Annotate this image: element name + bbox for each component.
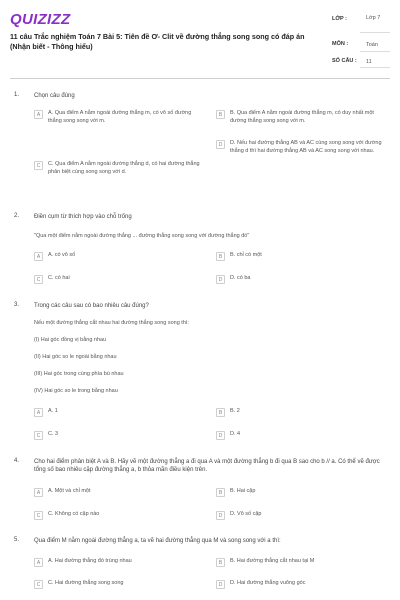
option-d-box[interactable]: D	[216, 275, 225, 284]
option-d-text: D. Vô số cặp	[230, 511, 262, 517]
option-d-text: D. Hai đường thẳng vuông góc	[230, 580, 306, 586]
question-text: Trong các câu sau có bao nhiêu câu đúng?	[34, 303, 149, 309]
option-c-text: C. Không có cặp nào	[48, 511, 100, 517]
option-b-text: B. 2	[230, 408, 240, 414]
option-a-box[interactable]: A	[34, 488, 43, 497]
option-b-text: B. chỉ có một	[230, 252, 262, 258]
option-c-box[interactable]: C	[34, 580, 43, 589]
header-divider	[10, 78, 390, 79]
question-count-label: SỐ CÂU :	[332, 58, 357, 64]
option-a-text: A. Một và chỉ một	[48, 488, 91, 494]
worksheet-title: 11 câu Trắc nghiệm Toán 7 Bài 5: Tiên đề Ơ- Clit về đường thẳng song song có đáp án (Nhận biết - Thông hiểu)	[10, 32, 305, 51]
option-c-box[interactable]: C	[34, 275, 43, 284]
option-b-text: B. Qua điểm A nằm ngoài đường thẳng m, có duy nhất một đường thẳng song song với m.	[230, 110, 374, 124]
question-number: 4.	[14, 458, 20, 464]
option-d-box[interactable]: D	[216, 431, 225, 440]
question-number: 2.	[14, 213, 20, 219]
option-d-box[interactable]: D	[216, 511, 225, 520]
question-number: 1.	[14, 92, 20, 98]
question-paragraph: (I) Hai góc đồng vị bằng nhau	[34, 337, 107, 343]
option-c-text: C. có hai	[48, 275, 70, 281]
option-c-text: C. Qua điểm A nằm ngoài đường thẳng d, có hai đường thẳng phân biệt cùng song song với d.	[48, 161, 200, 175]
option-d-box[interactable]: D	[216, 140, 225, 149]
subject-value: Toán	[366, 42, 378, 48]
subject-label: MÔN :	[332, 41, 349, 47]
option-b-box[interactable]: B	[216, 252, 225, 261]
option-c-text: C. 3	[48, 431, 59, 437]
question-paragraph: "Qua một điểm nằm ngoài đường thẳng ... đường thẳng song song với đường thẳng đó"	[34, 233, 250, 239]
option-c-box[interactable]: C	[34, 431, 43, 440]
option-d-text: D. 4	[230, 431, 241, 437]
option-d-box[interactable]: D	[216, 580, 225, 589]
subject-underline	[360, 51, 390, 52]
option-a-text: A. Qua điểm A nằm ngoài đường thẳng m, có vô số đường thẳng song song với m.	[48, 110, 192, 124]
question-number: 5.	[14, 537, 20, 543]
count-underline	[360, 67, 390, 68]
class-value: Lớp 7	[366, 15, 381, 21]
question-paragraph: (III) Hai góc trong cùng phía bù nhau	[34, 371, 124, 377]
option-c-text: C. Hai đường thẳng song song	[48, 580, 124, 586]
option-b-box[interactable]: B	[216, 558, 225, 567]
option-a-box[interactable]: A	[34, 252, 43, 261]
question-paragraph: Nếu một đường thẳng cắt nhau hai đường thẳng song song thì:	[34, 320, 189, 326]
option-d-text: D. Nếu hai đường thẳng AB và AC cùng song song với đường thẳng d thì hai đường thẳng AB và AC song song với nhau.	[230, 140, 382, 154]
question-count-value: 11	[366, 59, 372, 65]
option-b-text: B. Hai cặp	[230, 488, 256, 494]
worksheet-header	[0, 0, 400, 78]
question-text: Cho hai điểm phân biệt A và B. Hãy vẽ một đường thẳng a đi qua A và một đường thẳng b đi qua B sao cho b // a. Có thể vẽ được tổng số bao nhiêu cặp đường thẳng a, b thỏa mãn điều kiện trên.	[34, 459, 380, 473]
option-b-box[interactable]: B	[216, 408, 225, 417]
quizizz-logo: QUIZIZZ	[10, 11, 71, 28]
question-number: 3.	[14, 302, 20, 308]
option-a-text: A. có vô số	[48, 252, 76, 258]
option-b-box[interactable]: B	[216, 488, 225, 497]
option-c-box[interactable]: C	[34, 161, 43, 170]
class-underline	[360, 32, 390, 33]
option-a-box[interactable]: A	[34, 408, 43, 417]
class-label: LỚP :	[332, 16, 347, 22]
question-paragraph: (II) Hai góc so le ngoài bằng nhau	[34, 354, 117, 360]
question-text: Chọn câu đúng	[34, 93, 75, 99]
option-b-box[interactable]: B	[216, 110, 225, 119]
question-text: Qua điểm M nằm ngoài đường thẳng a, ta vẽ hai đường thẳng qua M và song song với a thì:	[34, 538, 281, 544]
option-d-text: D. có ba	[230, 275, 251, 281]
option-a-box[interactable]: A	[34, 558, 43, 567]
option-a-text: A. Hai đường thẳng đó trùng nhau	[48, 558, 132, 564]
option-c-box[interactable]: C	[34, 511, 43, 520]
question-paragraph: (IV) Hai góc so le trong bằng nhau	[34, 388, 118, 394]
option-b-text: B. Hai đường thẳng cắt nhau tại M	[230, 558, 315, 564]
option-a-text: A. 1	[48, 408, 58, 414]
option-a-box[interactable]: A	[34, 110, 43, 119]
question-text: Điền cụm từ thích hợp vào chỗ trống	[34, 214, 132, 220]
